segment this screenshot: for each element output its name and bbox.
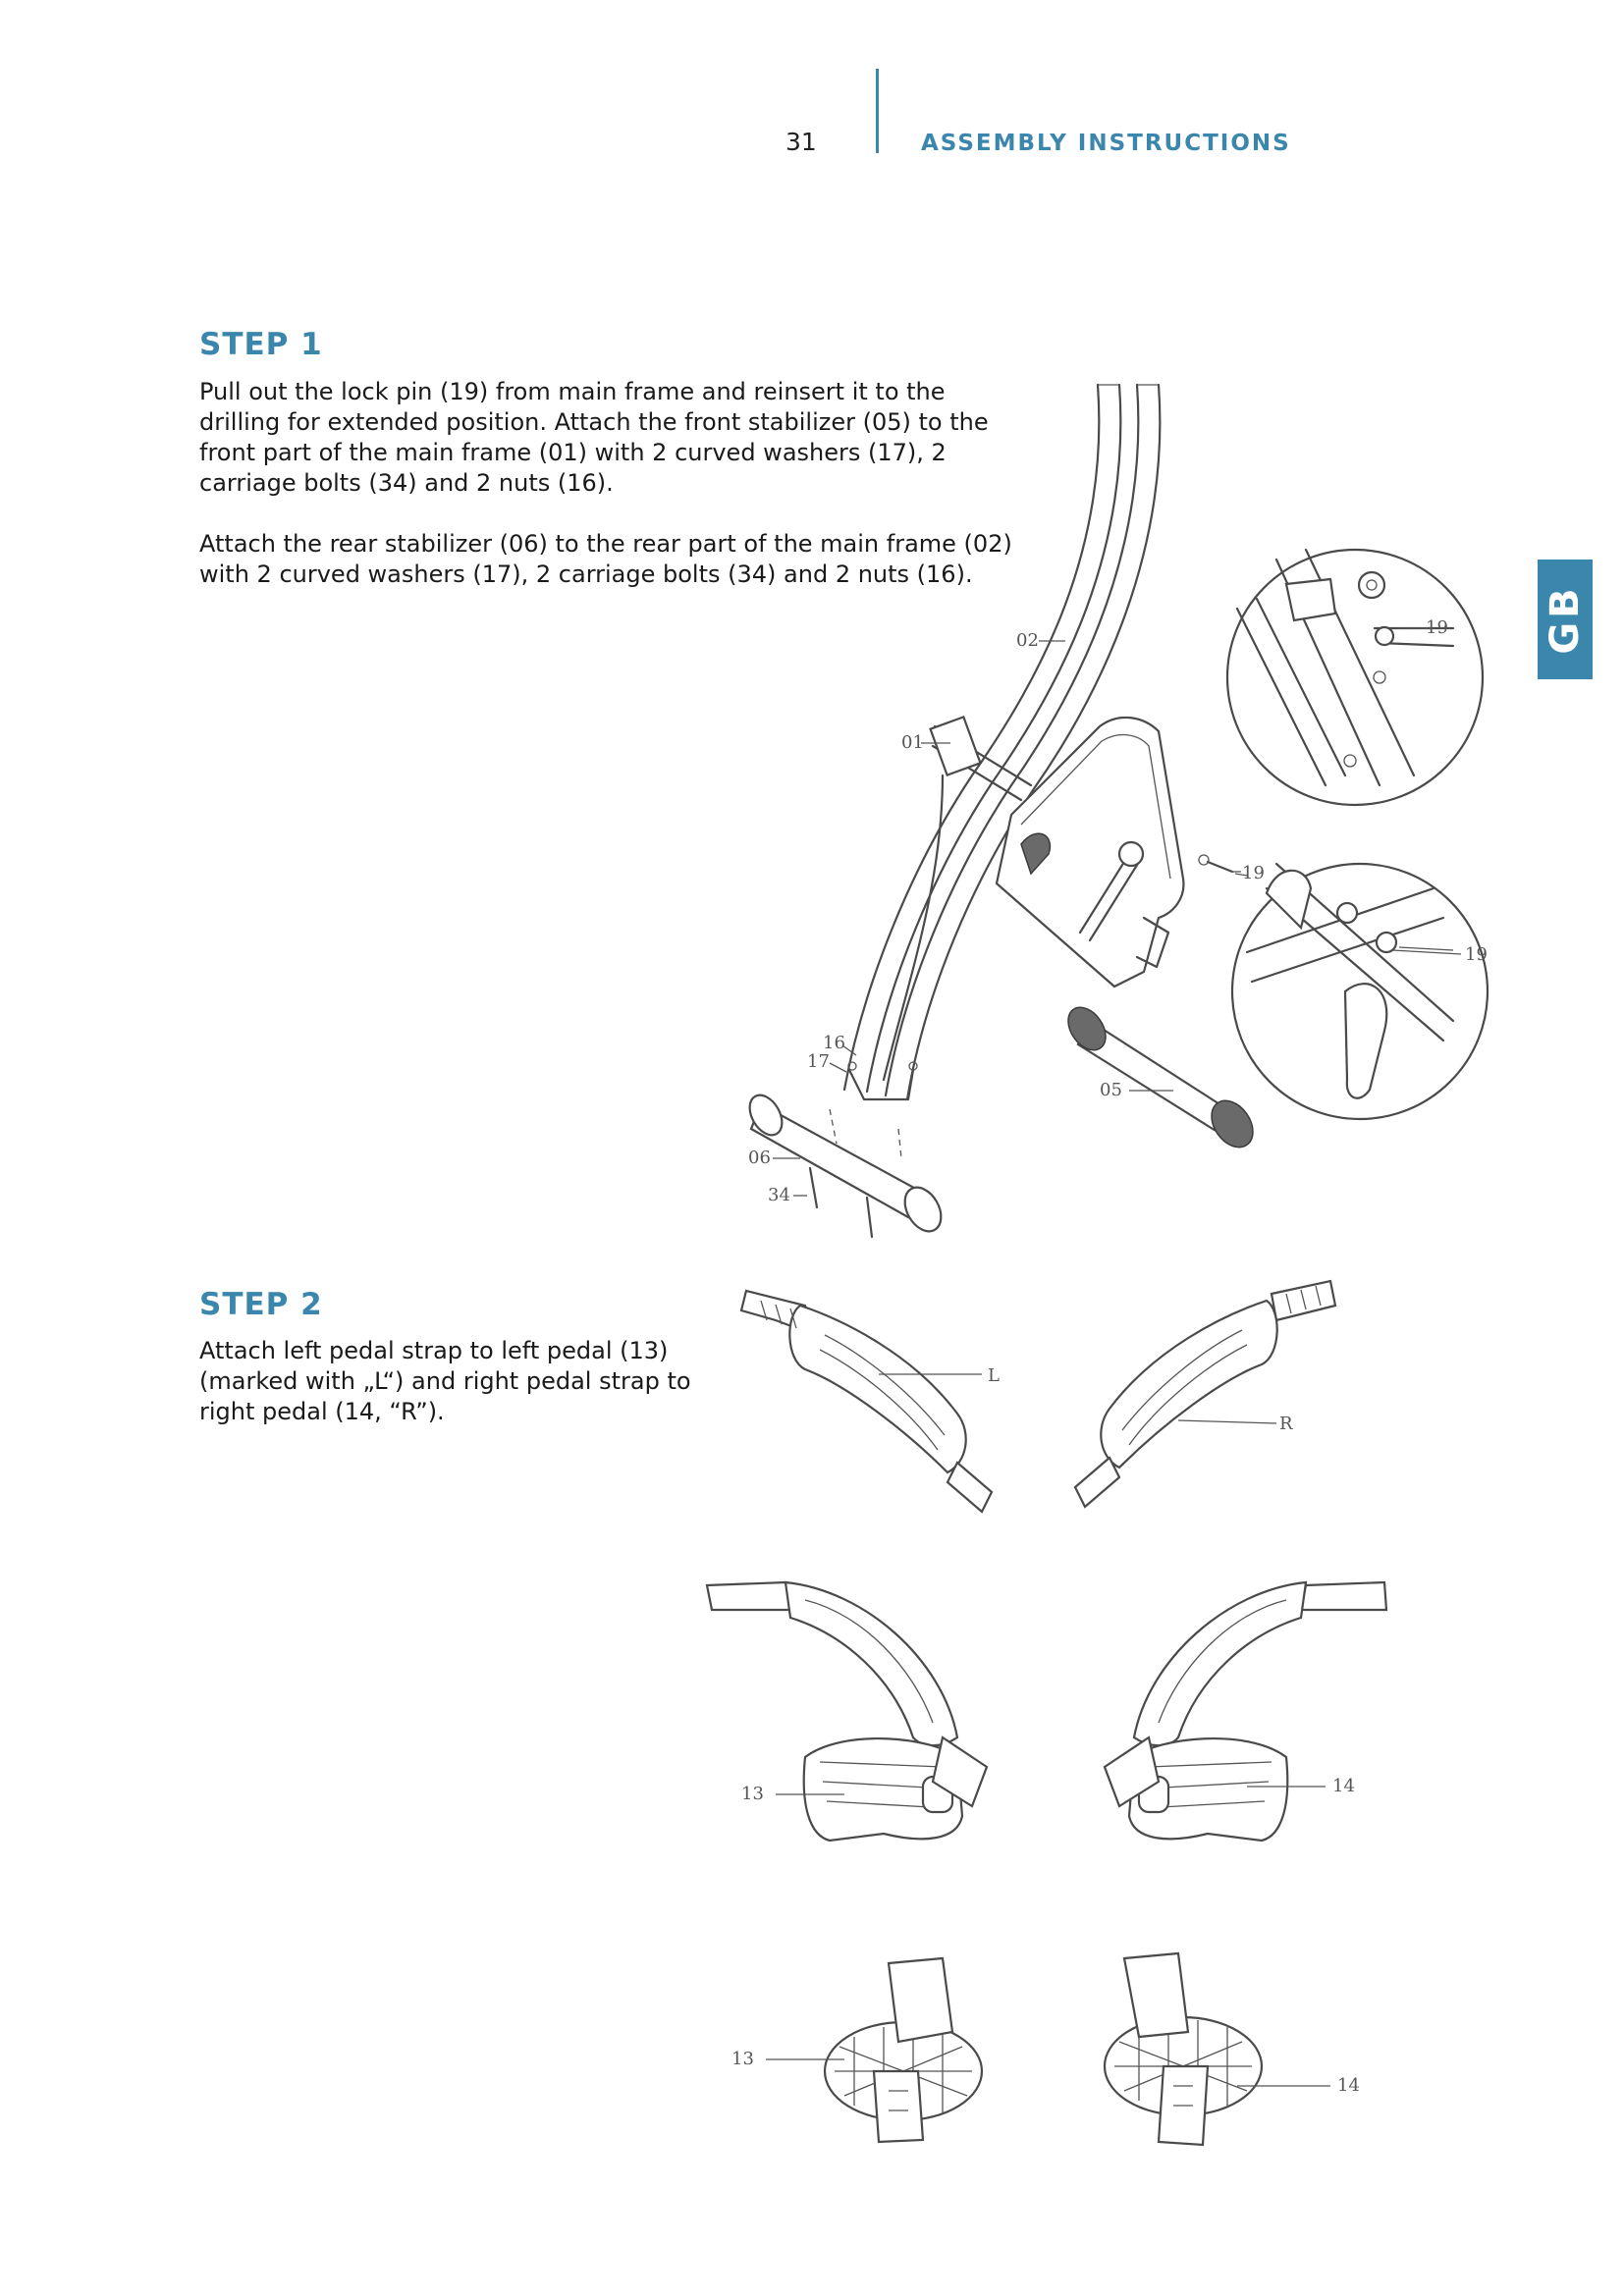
label-16: 16 xyxy=(823,1033,845,1053)
step1-paragraph-1: Pull out the lock pin (19) from main frame and reinsert it to the drilling for extended position. Attach the front stabilizer (05) to the front part of the main frame (01) with 2 curved washers (17), 2 carriage bolts (34) and 2 nuts (16). xyxy=(199,378,989,497)
step1-heading: STEP 1 xyxy=(199,327,323,362)
section-title: ASSEMBLY INSTRUCTIONS xyxy=(921,131,1291,156)
label-01: 01 xyxy=(901,732,924,753)
label-14-top: 14 xyxy=(1337,2075,1360,2096)
label-19-detail-lower: 19 xyxy=(1465,944,1488,965)
step2-paragraph: Attach left pedal strap to left pedal (13) (marked with „L“) and right pedal strap to right pedal (14, “R”). xyxy=(199,1337,691,1425)
label-02: 02 xyxy=(1016,630,1039,651)
label-19-detail-upper: 19 xyxy=(1426,617,1448,638)
label-34: 34 xyxy=(768,1185,790,1205)
step2-heading: STEP 2 xyxy=(199,1287,323,1322)
label-13-top: 13 xyxy=(731,2049,754,2069)
label-06: 06 xyxy=(748,1148,771,1168)
language-tab-label: GB xyxy=(1543,584,1588,655)
right-pedal-top-drawing xyxy=(1105,1953,1262,2145)
step1-paragraph-2: Attach the rear stabilizer (06) to the rear part of the main frame (02) with 2 curved washers (17), 2 carriage bolts (34) and 2 nuts (16). xyxy=(199,530,1012,588)
right-pedal-drawing xyxy=(1105,1582,1386,1841)
label-19-pin: 19 xyxy=(1242,863,1265,883)
label-05: 05 xyxy=(1100,1080,1122,1100)
label-13-side: 13 xyxy=(741,1784,764,1804)
label-L: L xyxy=(988,1365,1000,1386)
label-14-side: 14 xyxy=(1332,1776,1355,1796)
label-R: R xyxy=(1279,1414,1293,1434)
label-17: 17 xyxy=(807,1051,830,1072)
left-pedal-top-drawing xyxy=(825,1958,982,2142)
page-number: 31 xyxy=(785,128,817,156)
right-strap-drawing xyxy=(1075,1281,1335,1507)
left-strap-drawing xyxy=(741,1291,992,1512)
